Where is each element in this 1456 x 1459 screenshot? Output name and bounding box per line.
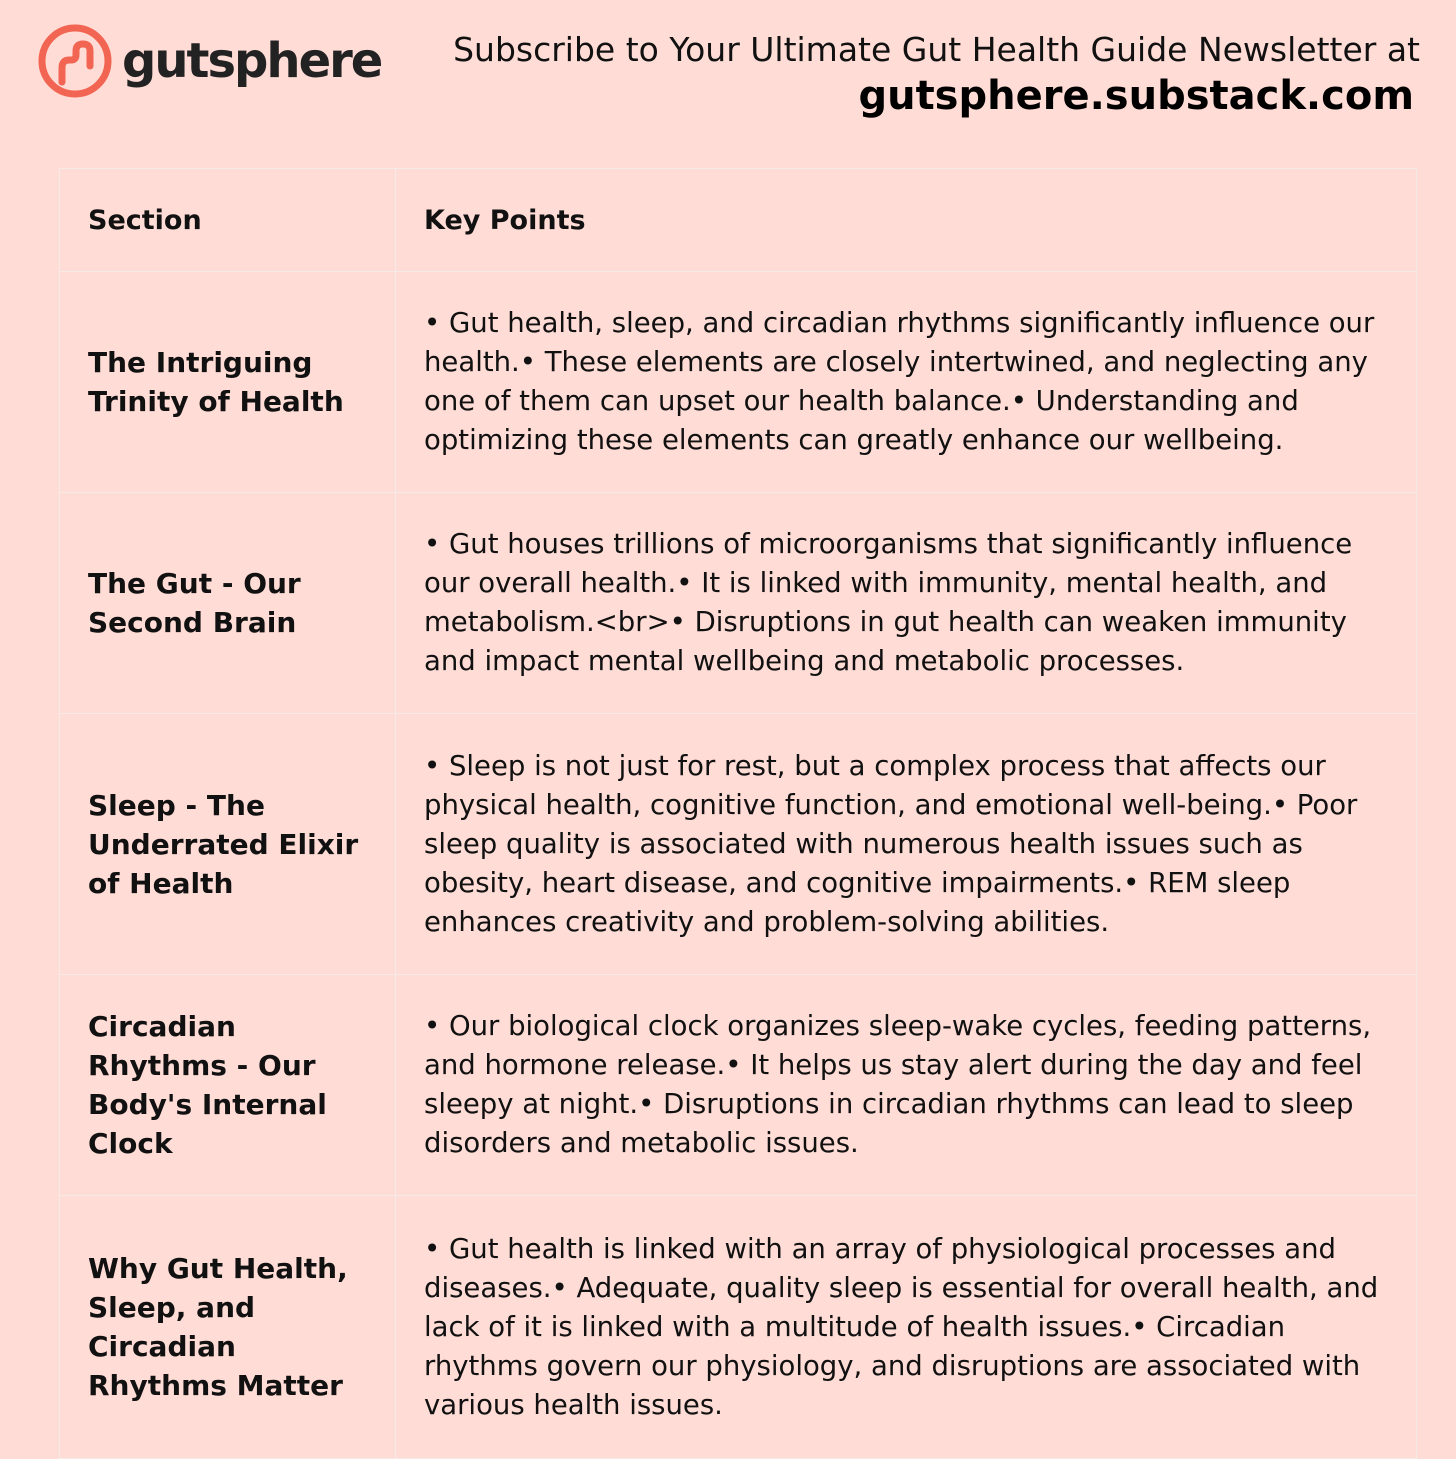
subscribe-text: Subscribe to Your Ultimate Gut Health Guide Newsletter at — [453, 30, 1420, 69]
brand-name: gutsphere — [122, 33, 382, 89]
key-points-text: • Our biological clock organizes sleep-wake cycles, feeding patterns, and hormone release.• It helps us stay alert during the day and feel sleepy at night.• Disruptions in circadian rhythms can lead to sleep disorders and metabolic issues. — [396, 975, 1417, 1196]
section-title: Circadian Rhythms - Our Body's Internal Clock — [60, 975, 396, 1196]
table-row — [60, 714, 1417, 975]
key-points-text: • Gut health, sleep, and circadian rhythms significantly influence our health.• These elements are closely intertwined, and neglecting any one of them can upset our health balance.• Understanding and optimizing these elements can greatly enhance our wellbeing. — [396, 272, 1417, 493]
subscribe-banner — [453, 30, 1420, 122]
table-row — [60, 1196, 1417, 1459]
column-header-key-points: Key Points — [396, 169, 1417, 272]
brand-logo[interactable] — [38, 24, 381, 98]
table-header-row — [60, 169, 1417, 272]
column-header-section: Section — [60, 169, 396, 272]
gut-icon — [38, 24, 112, 98]
table-row — [60, 272, 1417, 493]
section-title: The Intriguing Trinity of Health — [60, 272, 396, 493]
header — [0, 0, 1456, 140]
section-title: The Gut - Our Second Brain — [60, 493, 396, 714]
section-title: Sleep - The Underrated Elixir of Health — [60, 714, 396, 975]
key-points-text: • Gut houses trillions of microorganisms that significantly influence our overall health.• It is linked with immunity, mental health, and metabolism.<br>• Disruptions in gut health can weaken immunity and impact mental wellbeing and metabolic processes. — [396, 493, 1417, 714]
table-row — [60, 975, 1417, 1196]
table-row — [60, 493, 1417, 714]
key-points-table — [59, 168, 1417, 1459]
key-points-text: • Gut health is linked with an array of physiological processes and diseases.• Adequate, quality sleep is essential for overall health, and lack of it is linked with a multitude of health issues.• Circadian rhythms govern our physiology, and disruptions are associated with various health issues. — [396, 1196, 1417, 1459]
key-points-text: • Sleep is not just for rest, but a complex process that affects our physical health, cognitive function, and emotional well-being.• Poor sleep quality is associated with numerous health issues such as obesity, heart disease, and cognitive impairments.• REM sleep enhances creativity and problem-solving abilities. — [396, 714, 1417, 975]
section-title: Why Gut Health, Sleep, and Circadian Rhythms Matter — [60, 1196, 396, 1459]
subscribe-link[interactable]: gutsphere.substack.com — [858, 73, 1414, 119]
